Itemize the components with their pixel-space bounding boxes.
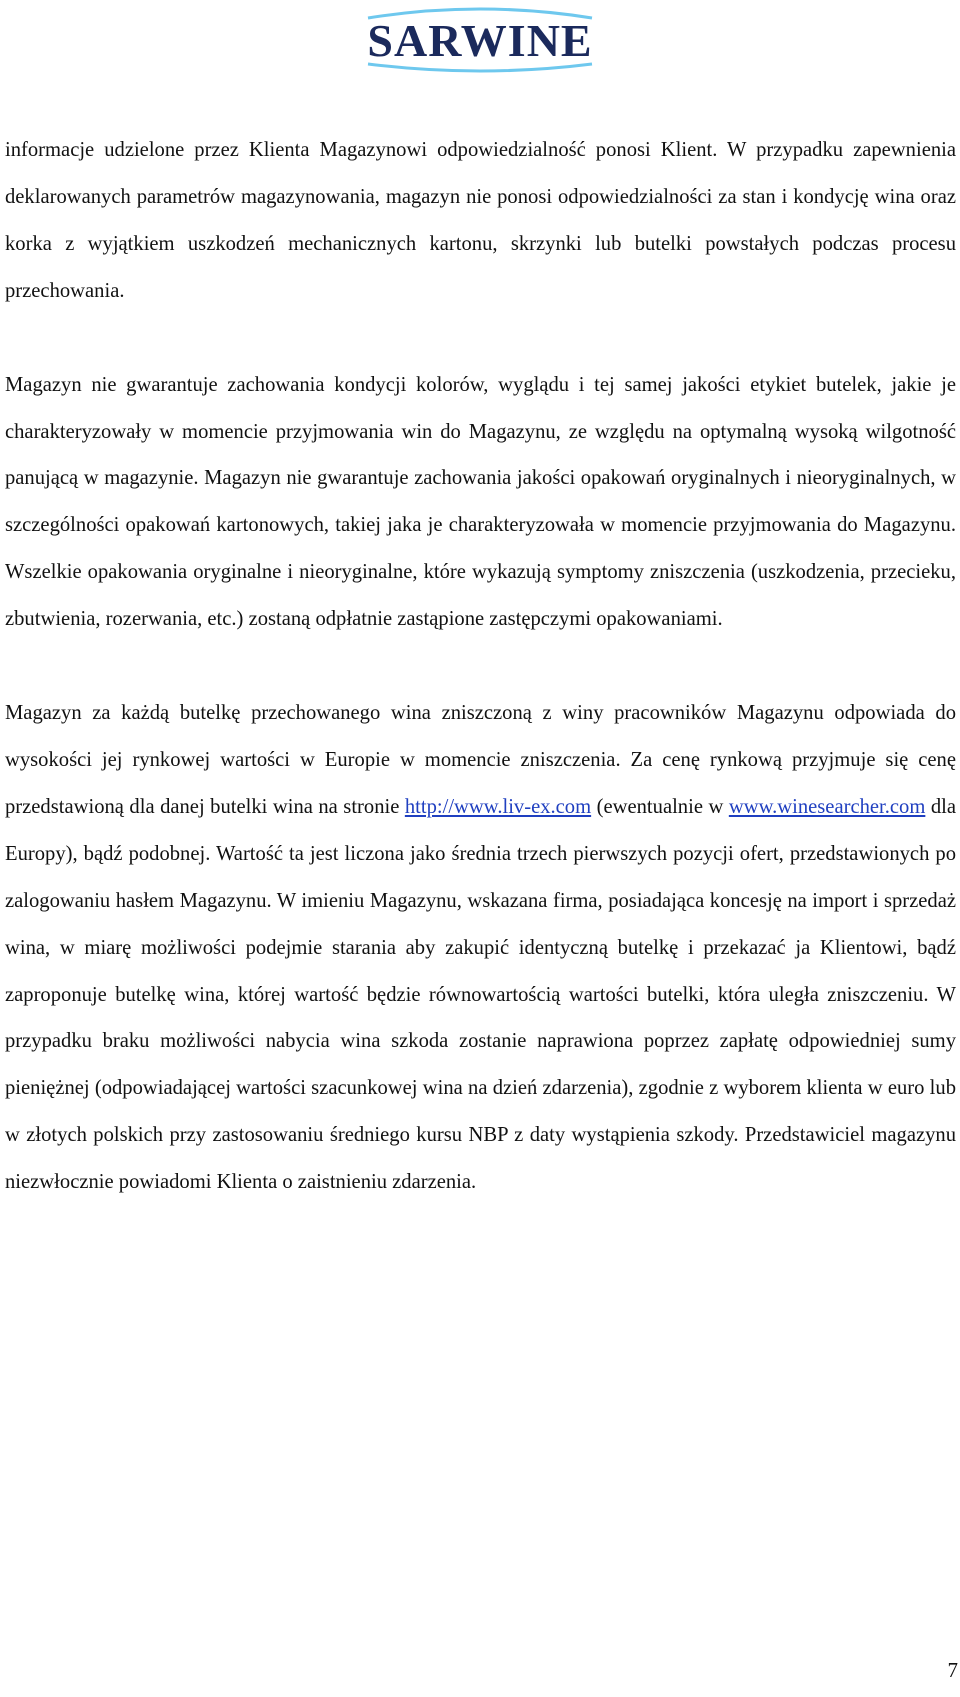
sarwine-logo <box>350 4 610 74</box>
header-logo <box>0 4 960 74</box>
paragraph-packaging: Magazyn nie gwarantuje zachowania kondycji kolorów, wyglądu i tej samej jakości etykiet butelek, jakie je charakteryzowały w momencie przyjmowania win do Magazynu, ze względu na optymalną wysoką wilgotność panującą w magazynie. Magazyn nie gwarantuje zachowania jakości opakowań oryginalnych i nieoryginalnych, w szczególności opakowań kartonowych, takiej jaka je charakteryzowała w momencie przyjmowania do Magazynu. Wszelkie opakowania oryginalne i nieoryginalne, które wykazują symptomy zniszczenia (uszkodzenia, przecieku, zbutwienia, rozerwania, etc.) zostaną odpłatnie zastąpione zastępczymi opakowaniami. <box>5 373 956 631</box>
liv-ex-link[interactable]: http://www.liv-ex.com <box>404 795 592 818</box>
compensation-text-part-3: dla Europy), bądź podobnej. Wartość ta jest liczona jako średnia trzech pierwszych pozycji ofert, przedstawionych po zalogowaniu hasłem Magazynu. W imieniu Magazynu, wskazana firma, posiadająca koncesję na import i sprzedaż wina, w miarę możliwości podejmie starania aby zakupić identyczną butelkę i przekazać ja Klientowi, bądź zaproponuje butelkę wina, której wartość będzie równowartością wartości butelki, która uległa zniszczeniu. W przypadku braku możliwości nabycia wina szkoda zostanie naprawiona poprzez zapłatę odpowiedniej sumy pieniężnej (odpowiadającej wartości szacunkowej wina na dzień zdarzenia), zgodnie z wyborem klienta w euro lub w złotych polskich przy zastosowaniu średniego kursu NBP z daty wystąpienia szkody. Przedstawiciel magazynu niezwłocznie powiadomi Klienta o zaistnieniu zdarzenia. <box>5 795 956 1194</box>
logo-text: SARWINE <box>367 15 593 66</box>
paragraph-liability: informacje udzielone przez Klienta Magazynowi odpowiedzialność ponosi Klient. W przypadku zapewnienia deklarowanych parametrów magazynowania, magazyn nie ponosi odpowiedzialności za stan i kondycję wina oraz korka z wyjątkiem uszkodzeń mechanicznych kartonu, skrzynki lub butelki powstałych podczas procesu przechowania. <box>5 139 956 302</box>
page-number: 7 <box>947 1658 958 1682</box>
document-body <box>5 127 956 1206</box>
winesearcher-link[interactable]: www.winesearcher.com <box>728 795 926 818</box>
paragraph-spacer <box>5 643 956 690</box>
compensation-text-part-2: (ewentualnie w <box>591 795 729 818</box>
paragraph-spacer <box>5 315 956 362</box>
paragraph-damage-compensation <box>5 690 956 1206</box>
compensation-text-part-1: Magazyn za każdą butelkę przechowanego wina zniszczoną z winy pracowników Magazynu odpowiada do wysokości jej rynkowej wartości w Europie w momencie zniszczenia. Za cenę rynkową przyjmuje się cenę przedstawioną dla danej butelki wina na stronie <box>5 702 956 818</box>
